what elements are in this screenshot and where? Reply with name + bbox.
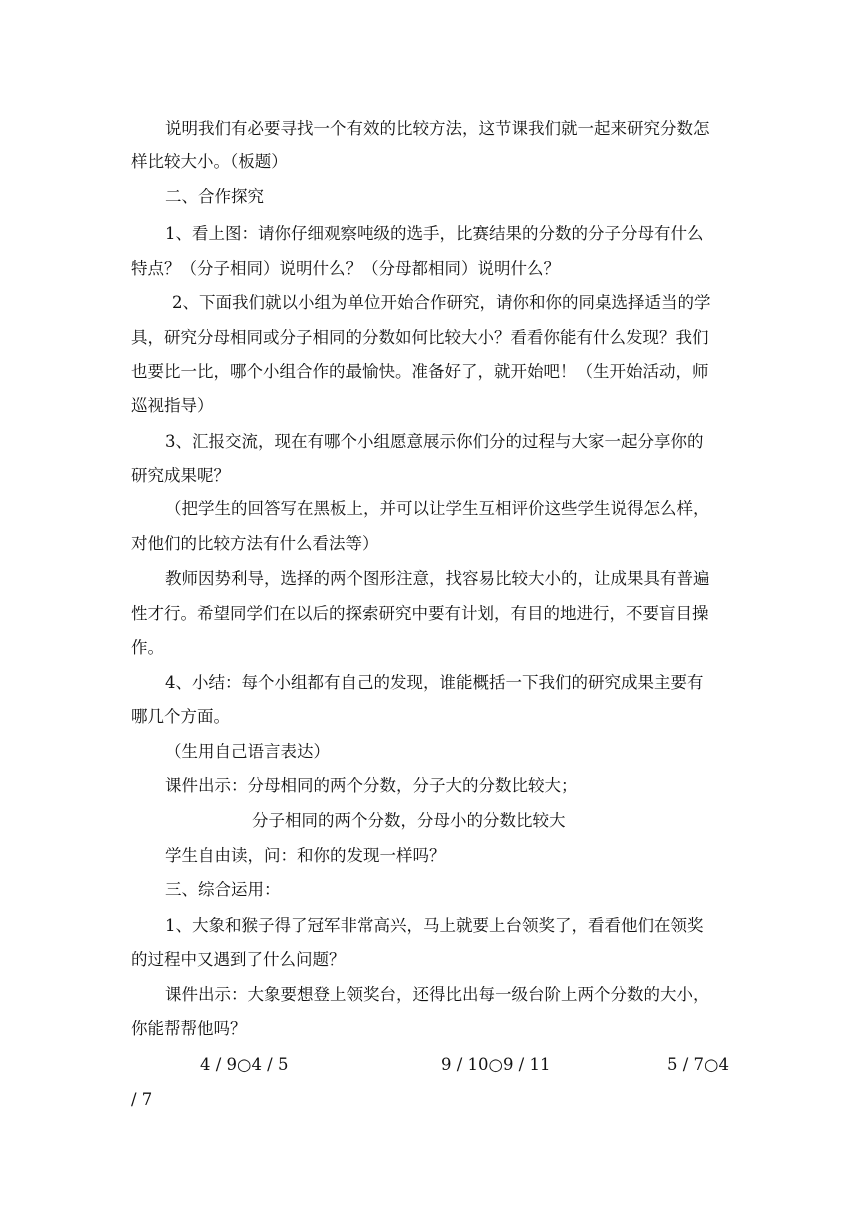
paragraph-line: 巡视指导）: [131, 396, 214, 415]
paragraph-line: 课件出示：大象要想登上领奖台，还得比出每一级台阶上两个分数的大小，: [165, 985, 710, 1004]
paragraph-line: 也要比一比，哪个小组合作的最愉快。准备好了，就开始吧！（生开始活动，师: [131, 362, 709, 381]
paragraph-line: 特点？（分子相同）说明什么？（分母都相同）说明什么？: [131, 259, 560, 278]
paragraph-line: 教师因势利导，选择的两个图形注意，找容易比较大小的，让成果具有普遍: [165, 569, 710, 588]
paragraph-line: 具，研究分母相同或分子相同的分数如何比较大小？看看你能有什么发现？我们: [131, 328, 709, 347]
paragraph-line: 的过程中又遇到了什么问题？: [131, 950, 346, 969]
fraction-comparison: 4 / 9○4 / 5: [200, 1055, 289, 1074]
paragraph-line: 4、小结：每个小组都有自己的发现，谁能概括一下我们的研究成果主要有: [165, 673, 704, 692]
paragraph-line: （把学生的回答写在黑板上，并可以让学生互相评价这些学生说得怎么样，: [165, 499, 710, 518]
paragraph-line: 样比较大小。（板题）: [131, 152, 288, 171]
paragraph-line: 你能帮帮他吗？: [131, 1019, 247, 1038]
paragraph-line: 对他们的比较方法有什么看法等）: [131, 534, 379, 553]
section-heading: 三、综合运用：: [165, 880, 281, 899]
paragraph-line: 学生自由读，问：和你的发现一样吗？: [165, 846, 446, 865]
fraction-comparison: 9 / 10○9 / 11: [441, 1055, 551, 1074]
paragraph-line: 课件出示：分母相同的两个分数，分子大的分数比较大；: [165, 776, 578, 795]
fraction-comparison: 5 / 7○4: [667, 1055, 729, 1074]
paragraph-line: 1、看上图：请你仔细观察吨级的选手，比赛结果的分数的分子分母有什么: [165, 224, 704, 243]
section-heading: 二、合作探究: [165, 187, 264, 206]
paragraph-line: （生用自己语言表达）: [165, 742, 330, 761]
paragraph-line: 1、大象和猴子得了冠军非常高兴，马上就要上台领奖了，看看他们在领奖: [165, 916, 704, 935]
fraction-comparison-wrap: / 7: [131, 1090, 153, 1109]
paragraph-line: 哪几个方面。: [131, 707, 230, 726]
paragraph-line: 3、汇报交流，现在有哪个小组愿意展示你们分的过程与大家一起分享你的: [165, 432, 704, 451]
paragraph-line: 说明我们有必要寻找一个有效的比较方法，这节课我们就一起来研究分数怎: [165, 119, 710, 138]
paragraph-line: 2、下面我们就以小组为单位开始合作研究，请你和你的同桌选择适当的学: [172, 293, 711, 312]
paragraph-line: 分子相同的两个分数，分母小的分数比较大: [252, 811, 566, 830]
paragraph-line: 性才行。希望同学们在以后的探索研究中要有计划，有目的地进行，不要盲目操: [131, 604, 709, 623]
paragraph-line: 研究成果呢？: [131, 466, 230, 485]
paragraph-line: 作。: [131, 638, 164, 657]
